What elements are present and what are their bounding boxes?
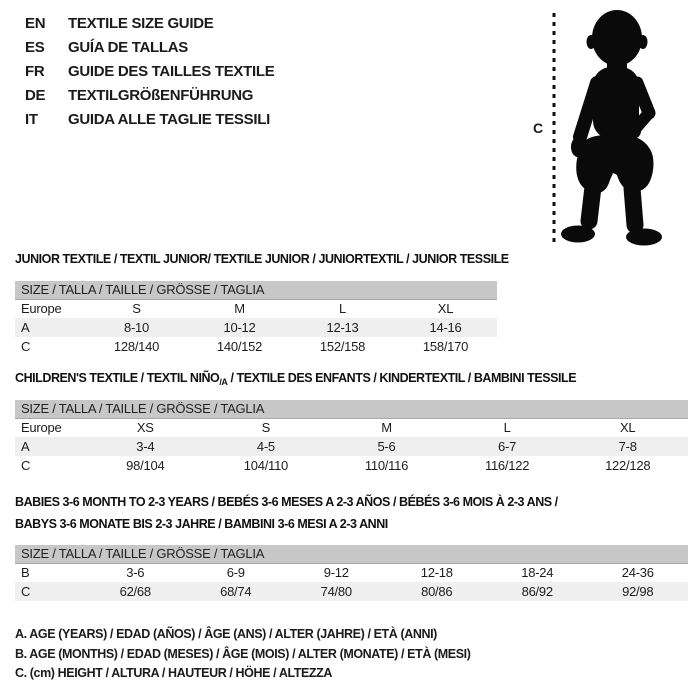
height-cell: 62/68: [85, 582, 186, 601]
junior-size-table: [15, 281, 497, 356]
row-label: C: [15, 582, 85, 601]
row-label: Europe: [21, 301, 62, 317]
height-cell: 86/92: [487, 582, 588, 601]
months-cell: 6-9: [226, 565, 245, 581]
months-cell: 9-12: [323, 565, 349, 581]
junior-section-title: JUNIOR TEXTILE / TEXTIL JUNIOR/ TEXTILE JUNIOR / JUNIORTEXTIL / JUNIOR TESSILE: [15, 252, 509, 266]
title-line: BABIES 3-6 MONTH TO 2-3 YEARS / BEBÉS 3-6 MESES A 2-3 AÑOS / BÉBÉS 3-6 MOIS À 2-3 ANS /: [15, 495, 558, 509]
age-cell: 12-13: [291, 318, 394, 337]
figure-measure-label: C: [533, 120, 544, 136]
guide-title: TEXTILGRÖßENFÜHRUNG: [68, 86, 254, 104]
language-code: IT: [25, 110, 38, 128]
height-cell: 116/122: [484, 458, 530, 473]
row-label: Europe: [21, 420, 62, 436]
height-cell: 74/80: [286, 582, 387, 601]
age-cell: 3-4: [85, 437, 206, 456]
language-row-fr: [25, 59, 274, 83]
language-code: DE: [25, 86, 46, 104]
height-cell: 80/86: [387, 582, 488, 601]
age-cell: 14-16: [394, 318, 497, 337]
children-size-table: [15, 400, 688, 475]
language-row-en: [25, 11, 274, 35]
title-text: / TEXTILE DES ENFANTS / KINDERTEXTIL / BAMBINI TESSILE: [227, 371, 577, 385]
language-code: ES: [25, 38, 45, 56]
height-cell: 122/128: [605, 458, 651, 473]
size-cell: S: [132, 301, 141, 317]
footnote-age-months: B. AGE (MONTHS) / EDAD (MESES) / ÂGE (MOIS) / ALTER (MONATE) / ETÀ (MESI): [15, 646, 471, 661]
title-text: CHILDREN'S TEXTILE / TEXTIL NIÑO: [15, 371, 220, 385]
size-table-header: SIZE / TALLA / TAILLE / GRÖSSE / TAGLIA: [15, 281, 497, 299]
guide-title: GUIDA ALLE TAGLIE TESSILI: [68, 110, 270, 128]
age-cell: 10-12: [188, 318, 291, 337]
language-code: EN: [25, 14, 46, 32]
row-label: C: [21, 458, 31, 473]
height-cell: 98/104: [126, 458, 165, 473]
table-row-height: [15, 456, 688, 475]
row-label: A: [15, 437, 85, 456]
height-cell: 92/98: [588, 582, 689, 601]
age-cell: 7-8: [567, 437, 688, 456]
language-row-de: [25, 83, 274, 107]
language-row-es: [25, 35, 274, 59]
age-cell: 5-6: [326, 437, 447, 456]
height-cell: 128/140: [113, 339, 160, 354]
size-cell: XL: [437, 301, 454, 317]
table-row-europe: [15, 418, 688, 437]
months-cell: 3-6: [126, 565, 145, 581]
size-table-header: SIZE / TALLA / TAILLE / GRÖSSE / TAGLIA: [15, 545, 688, 563]
table-row-europe: [15, 299, 497, 318]
months-cell: 18-24: [521, 565, 554, 581]
height-cell: 158/170: [422, 339, 469, 354]
height-cell: 152/158: [319, 339, 366, 354]
table-row-height: [15, 337, 497, 356]
table-row-age: [15, 437, 688, 456]
row-label: B: [21, 565, 30, 581]
age-cell: 6-7: [447, 437, 568, 456]
months-cell: 24-36: [621, 565, 654, 581]
guide-title: GUÍA DE TALLAS: [68, 38, 188, 56]
row-label: C: [21, 339, 31, 354]
size-cell: S: [261, 420, 271, 436]
babies-size-table: [15, 545, 688, 601]
size-cell: M: [381, 420, 392, 436]
size-table-header: SIZE / TALLA / TAILLE / GRÖSSE / TAGLIA: [15, 400, 688, 418]
height-cell: 104/110: [243, 458, 289, 473]
guide-title: TEXTILE SIZE GUIDE: [68, 14, 214, 32]
height-cell: 140/152: [216, 339, 263, 354]
size-cell: L: [339, 301, 346, 317]
months-cell: 12-18: [420, 565, 453, 581]
title-line: BABYS 3-6 MONATE BIS 2-3 JAHRE / BAMBINI 3-6 MESI A 2-3 ANNI: [15, 517, 388, 531]
language-row-it: [25, 107, 274, 131]
size-cell: XS: [136, 420, 154, 436]
language-code: FR: [25, 62, 45, 80]
toddler-silhouette-icon: [525, 5, 695, 250]
size-cell: XL: [619, 420, 636, 436]
age-cell: 4-5: [206, 437, 327, 456]
size-cell: M: [234, 301, 245, 317]
height-cell: 68/74: [186, 582, 287, 601]
footnotes: [15, 625, 471, 684]
age-cell: 8-10: [85, 318, 188, 337]
table-row-months: [15, 563, 688, 582]
table-row-height: [15, 582, 688, 601]
babies-section-title: [15, 491, 558, 535]
footnote-height: C. (cm) HEIGHT / ALTURA / HAUTEUR / HÖHE / ALTEZZA: [15, 666, 333, 680]
title-subscript: /A: [219, 377, 228, 387]
row-label: A: [15, 318, 85, 337]
language-title-list: [25, 11, 274, 131]
children-section-title: [15, 371, 576, 385]
size-cell: L: [503, 420, 511, 436]
table-row-age: [15, 318, 497, 337]
height-cell: 110/116: [364, 458, 409, 473]
footnote-age-years: A. AGE (YEARS) / EDAD (AÑOS) / ÂGE (ANS) / ALTER (JAHRE) / ETÀ (ANNI): [15, 627, 437, 641]
guide-title: GUIDE DES TAILLES TEXTILE: [68, 62, 275, 80]
